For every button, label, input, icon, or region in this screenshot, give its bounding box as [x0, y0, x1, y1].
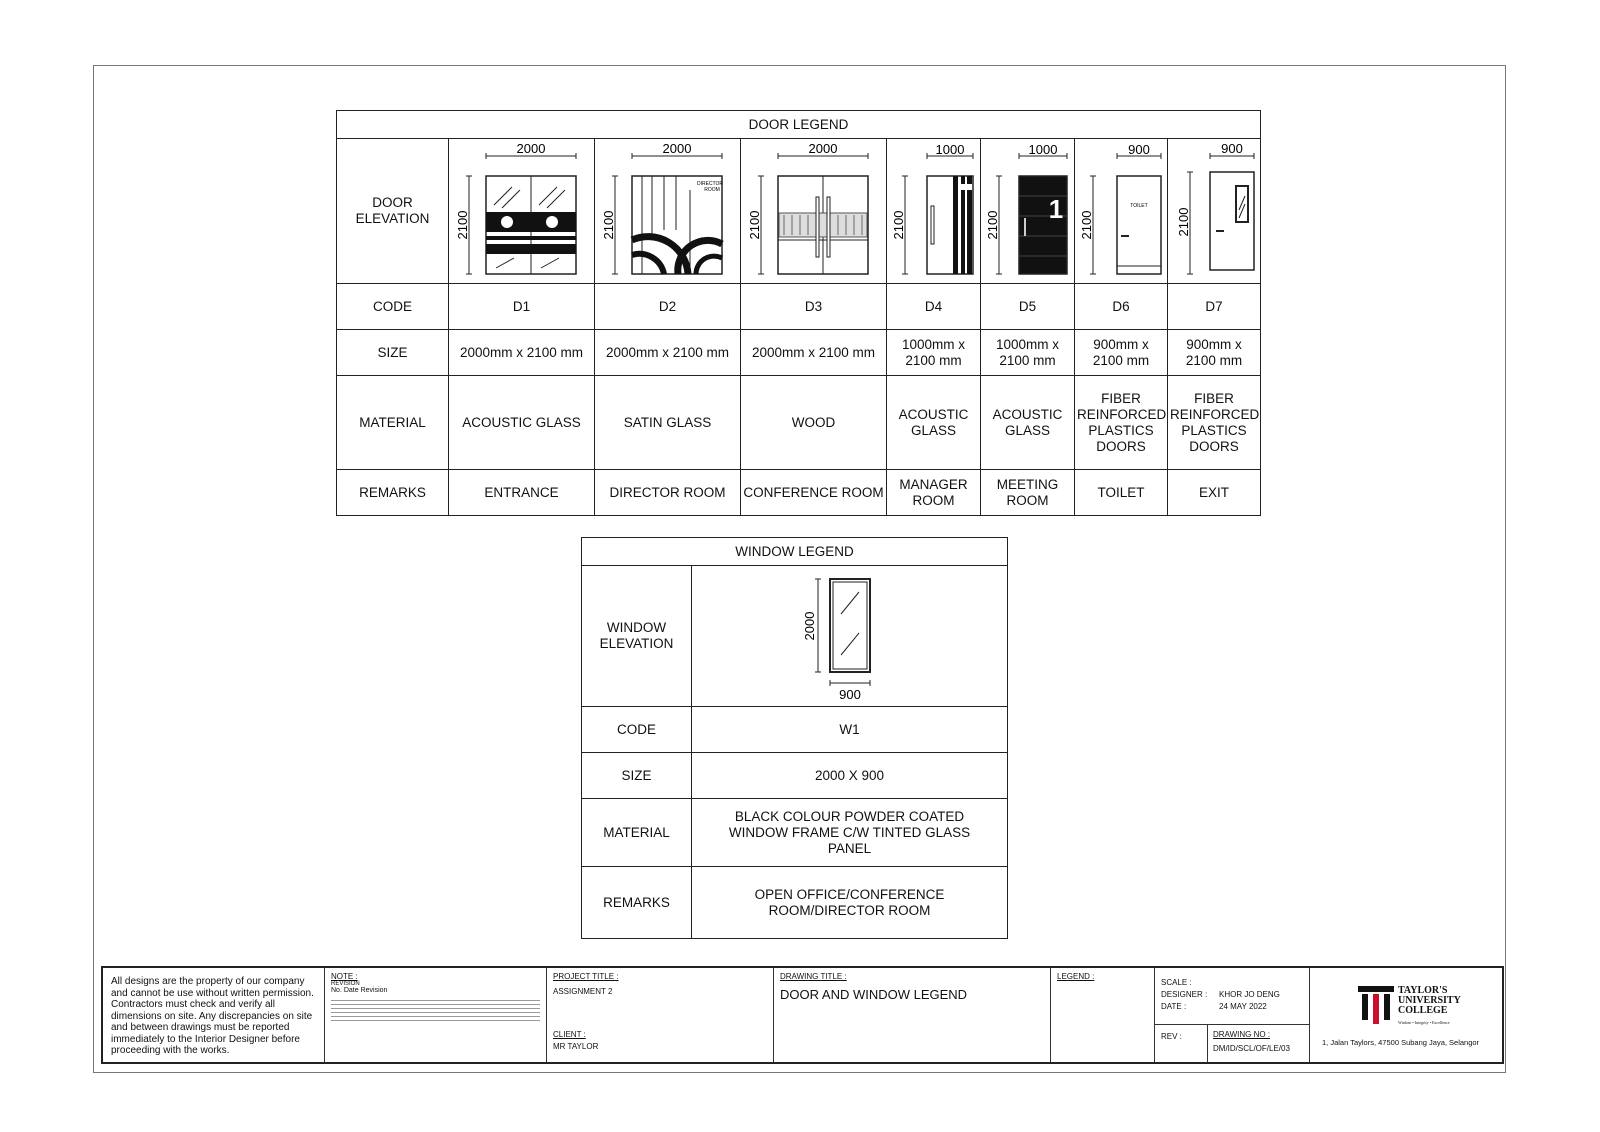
window-remarks-w1: OPEN OFFICE/CONFERENCE ROOM/DIRECTOR ROOM — [692, 867, 1008, 939]
door-code-d1: D1 — [449, 284, 595, 330]
door-material-d7: FIBER REINFORCED PLASTICS DOORS — [1168, 376, 1261, 470]
window-material-label: MATERIAL — [582, 799, 692, 867]
d5-width-dim: 1000 — [1028, 141, 1058, 157]
project-title: ASSIGNMENT 2 — [553, 987, 613, 996]
door-size-d7: 900mm x 2100 mm — [1168, 330, 1261, 376]
rev-label: REV : — [1161, 1032, 1182, 1041]
door-remarks-d5: MEETING ROOM — [981, 470, 1075, 516]
door-elevation-d6 — [1075, 139, 1168, 284]
door-material-d5: ACOUSTIC GLASS — [981, 376, 1075, 470]
door-remarks-d6: TOILET — [1075, 470, 1168, 516]
door-code-d5: D5 — [981, 284, 1075, 330]
drawing-number: DM/ID/SCL/OF/LE/03 — [1213, 1044, 1290, 1053]
d3-height-dim: 2100 — [746, 210, 762, 239]
door-size-d2: 2000mm x 2100 mm — [595, 330, 741, 376]
drawing-title-section — [774, 968, 1051, 1062]
door-legend-title: DOOR LEGEND — [337, 111, 1261, 139]
college-address: 1, Jalan Taylors, 47500 Subang Jaya, Selangor — [1322, 1038, 1480, 1047]
door-code-d4: D4 — [887, 284, 981, 330]
door-size-d1: 2000mm x 2100 mm — [449, 330, 595, 376]
door-size-d6: 900mm x 2100 mm — [1075, 330, 1168, 376]
drawing-title: DOOR AND WINDOW LEGEND — [780, 987, 968, 1002]
note-label: NOTE : — [331, 972, 358, 981]
door-elevation-d2 — [595, 139, 741, 284]
door-elevation-d5 — [981, 139, 1075, 284]
door-size-d4: 1000mm x 2100 mm — [887, 330, 981, 376]
w1-width-dim: 900 — [838, 686, 861, 702]
door-remarks-d4: MANAGER ROOM — [887, 470, 981, 516]
door-size-d3: 2000mm x 2100 mm — [741, 330, 887, 376]
door-remarks-d2: DIRECTOR ROOM — [595, 470, 741, 516]
d7-height-dim: 2100 — [1176, 207, 1191, 236]
d2-width-dim: 2000 — [662, 140, 691, 156]
d3-width-dim: 2000 — [808, 140, 837, 156]
door-material-label: MATERIAL — [337, 376, 449, 470]
w1-height-dim: 2000 — [801, 611, 817, 640]
window-elevation-label: WINDOW ELEVATION — [582, 566, 692, 707]
door-elevation-d4 — [887, 139, 981, 284]
door-elevation-d7 — [1168, 139, 1261, 284]
window-elevation-w1 — [692, 566, 1008, 707]
door-code-d3: D3 — [741, 284, 887, 330]
window-code-w1: W1 — [692, 707, 1008, 753]
d6-sign-text: TOILET — [1130, 202, 1148, 209]
d7-width-dim: 900 — [1221, 140, 1243, 156]
door-elevation-label: DOOR ELEVATION — [337, 139, 449, 284]
door-elevation-d1 — [449, 139, 595, 284]
door-code-label: CODE — [337, 284, 449, 330]
door-code-d2: D2 — [595, 284, 741, 330]
college-logo-section — [1310, 968, 1503, 1062]
door-material-d3: WOOD — [741, 376, 887, 470]
d1-height-dim: 2100 — [454, 210, 470, 239]
d4-height-dim: 2100 — [891, 210, 906, 239]
college-name: TAYLOR'S UNIVERSITY COLLEGE Wisdom • Integrity • Excellence — [1398, 985, 1461, 1025]
window-legend-title: WINDOW LEGEND — [582, 538, 1008, 566]
window-legend-table — [581, 537, 1008, 939]
d5-height-dim: 2100 — [985, 210, 1000, 239]
window-material-w1: BLACK COLOUR POWDER COATED WINDOW FRAME C/W TINTED GLASS PANEL — [692, 799, 1008, 867]
revision-columns: No. Date Revision — [331, 987, 388, 994]
d4-width-dim: 1000 — [935, 141, 965, 157]
window-size-label: SIZE — [582, 753, 692, 799]
title-block — [101, 966, 1504, 1064]
window-code-label: CODE — [582, 707, 692, 753]
door-elevation-d3 — [741, 139, 887, 284]
college-crest-icon — [1358, 986, 1394, 1024]
d5-sign-number: 1 — [1048, 193, 1064, 224]
door-material-d1: ACOUSTIC GLASS — [449, 376, 595, 470]
d6-height-dim: 2100 — [1079, 210, 1094, 239]
project-title-label: PROJECT TITLE : — [553, 972, 619, 981]
date-label: DATE : — [1161, 1002, 1187, 1011]
door-code-d6: D6 — [1075, 284, 1168, 330]
door-remarks-d1: ENTRANCE — [449, 470, 595, 516]
legend-section — [1051, 968, 1155, 1062]
scale-section — [1155, 968, 1310, 1062]
door-remarks-d7: EXIT — [1168, 470, 1261, 516]
door-remarks-d3: CONFERENCE ROOM — [741, 470, 887, 516]
window-size-w1: 2000 X 900 — [692, 753, 1008, 799]
door-legend-table — [336, 110, 1261, 516]
door-remarks-label: REMARKS — [337, 470, 449, 516]
client-label: CLIENT : — [553, 1030, 586, 1039]
door-code-d7: D7 — [1168, 284, 1261, 330]
scale-label: SCALE : — [1161, 978, 1192, 987]
svg-text:ROOM: ROOM — [703, 186, 720, 193]
door-material-d2: SATIN GLASS — [595, 376, 741, 470]
window-remarks-label: REMARKS — [582, 867, 692, 939]
disclaimer-text: All designs are the property of our company and cannot be use without written permission. Contractors must check and verify all dimensions on site. Any discrepancies on site and between drawings must be reported immediately to the Interior Designer before proceeding with the works. — [103, 968, 325, 1062]
college-logo — [1358, 986, 1394, 1026]
door-size-d5: 1000mm x 2100 mm — [981, 330, 1075, 376]
door-material-d6: FIBER REINFORCED PLASTICS DOORS — [1075, 376, 1168, 470]
door-size-label: SIZE — [337, 330, 449, 376]
designer-name: KHOR JO DENG — [1219, 990, 1280, 999]
drawing-title-label: DRAWING TITLE : — [780, 972, 847, 981]
designer-label: DESIGNER : — [1161, 990, 1208, 999]
svg-text:DIRECTOR: DIRECTOR — [696, 180, 723, 187]
revision-lines — [331, 1000, 540, 1021]
legend-label: LEGEND : — [1057, 972, 1095, 981]
drawing-no-label: DRAWING NO : — [1213, 1030, 1271, 1039]
client-name: MR TAYLOR — [553, 1042, 599, 1051]
revision-label: REVISION — [331, 981, 360, 987]
project-section — [547, 968, 774, 1062]
note-section — [325, 968, 547, 1062]
d1-width-dim: 2000 — [516, 140, 545, 156]
d6-width-dim: 900 — [1128, 141, 1150, 157]
door-material-d4: ACOUSTIC GLASS — [887, 376, 981, 470]
date-value: 24 MAY 2022 — [1219, 1002, 1267, 1011]
d2-height-dim: 2100 — [600, 210, 616, 239]
